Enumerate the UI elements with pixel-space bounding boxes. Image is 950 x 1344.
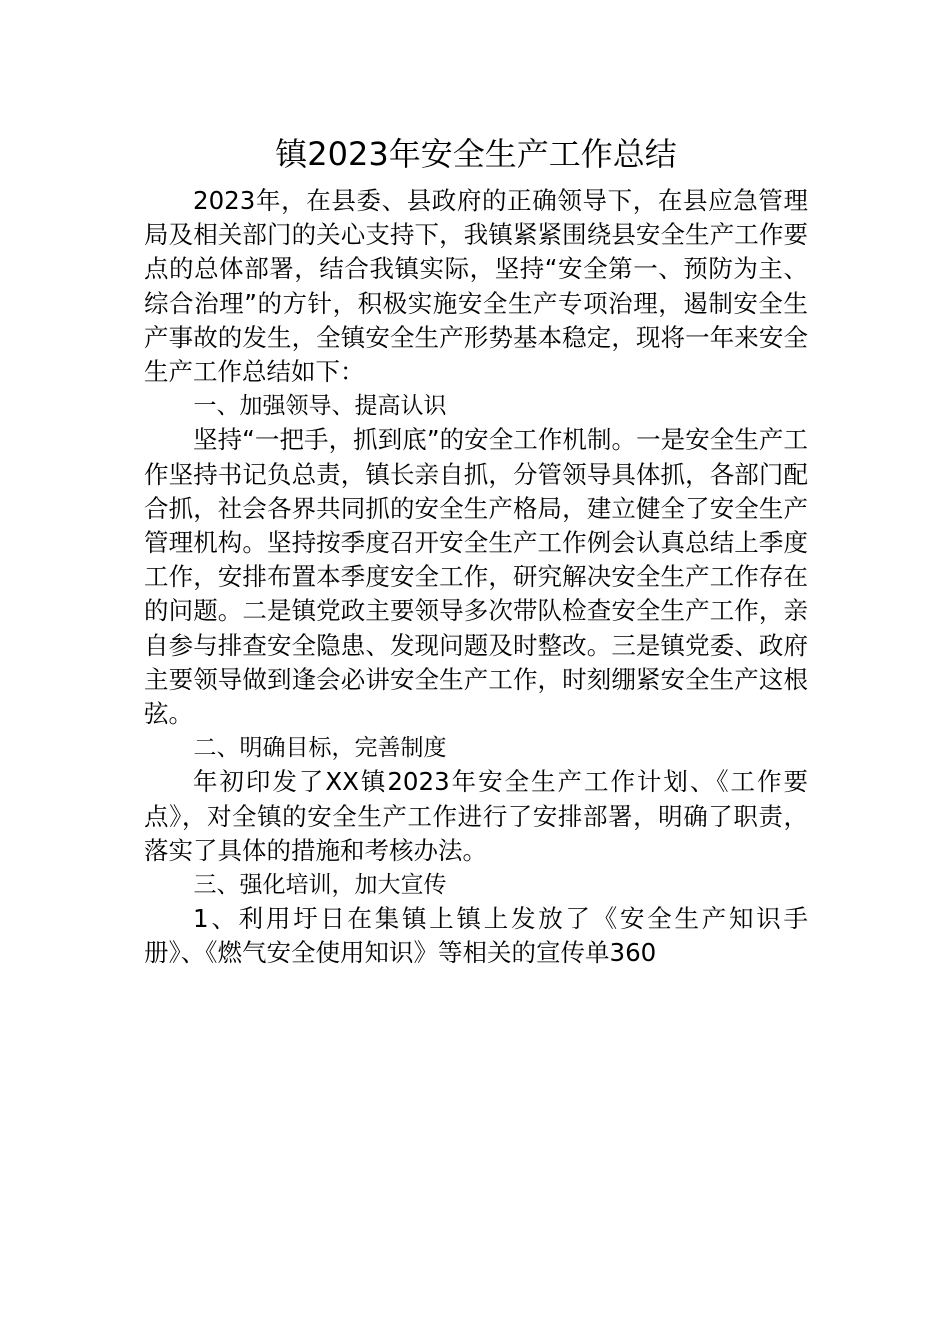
intro-paragraph: 2023年，在县委、县政府的正确领导下，在县应急管理局及相关部门的关心支持下，我镇紧紧围绕县安全生产工作要点的总体部署，结合我镇实际，坚持“安全第一、预防为主、综合治理”的方针，积极实施安全生产专项治理，遏制安全生产事故的发生，全镇安全生产形势基本稳定，现将一年来安全生产工作总结如下： <box>144 186 808 387</box>
section-heading-2: 二、明确目标，完善制度 <box>193 735 447 762</box>
section-heading-1: 一、加强领导、提高认识 <box>193 393 447 420</box>
document-page <box>144 130 808 971</box>
section-heading-3: 三、强化培训，加大宣传 <box>193 872 447 899</box>
document-title: 镇2023年安全生产工作总结 <box>275 135 677 173</box>
section-body-1: 坚持“一把手，抓到底”的安全工作机制。一是安全生产工作坚持书记负总责，镇长亲自抓，分管领导具体抓，各部门配合抓，社会各界共同抓的安全生产格局，建立健全了安全生产管理机构。坚持按季度召开安全生产工作例会认真总结上季度工作，安排布置本季度安全工作，研究解决安全生产工作存在的问题。二是镇党政主要领导多次带队检查安全生产工作，亲自参与排查安全隐患、发现问题及时整改。三是镇党委、政府主要领导做到逢会必讲安全生产工作，时刻绷紧安全生产这根弦。 <box>144 425 808 729</box>
section-body-2: 年初印发了XX镇2023年安全生产工作计划、《工作要点》，对全镇的安全生产工作进行了安排部署，明确了职责，落实了具体的措施和考核办法。 <box>144 767 808 865</box>
section-body-3: 1、利用圩日在集镇上镇上发放了《安全生产知识手册》、《燃气安全使用知识》等相关的宣传单360 <box>144 904 808 968</box>
